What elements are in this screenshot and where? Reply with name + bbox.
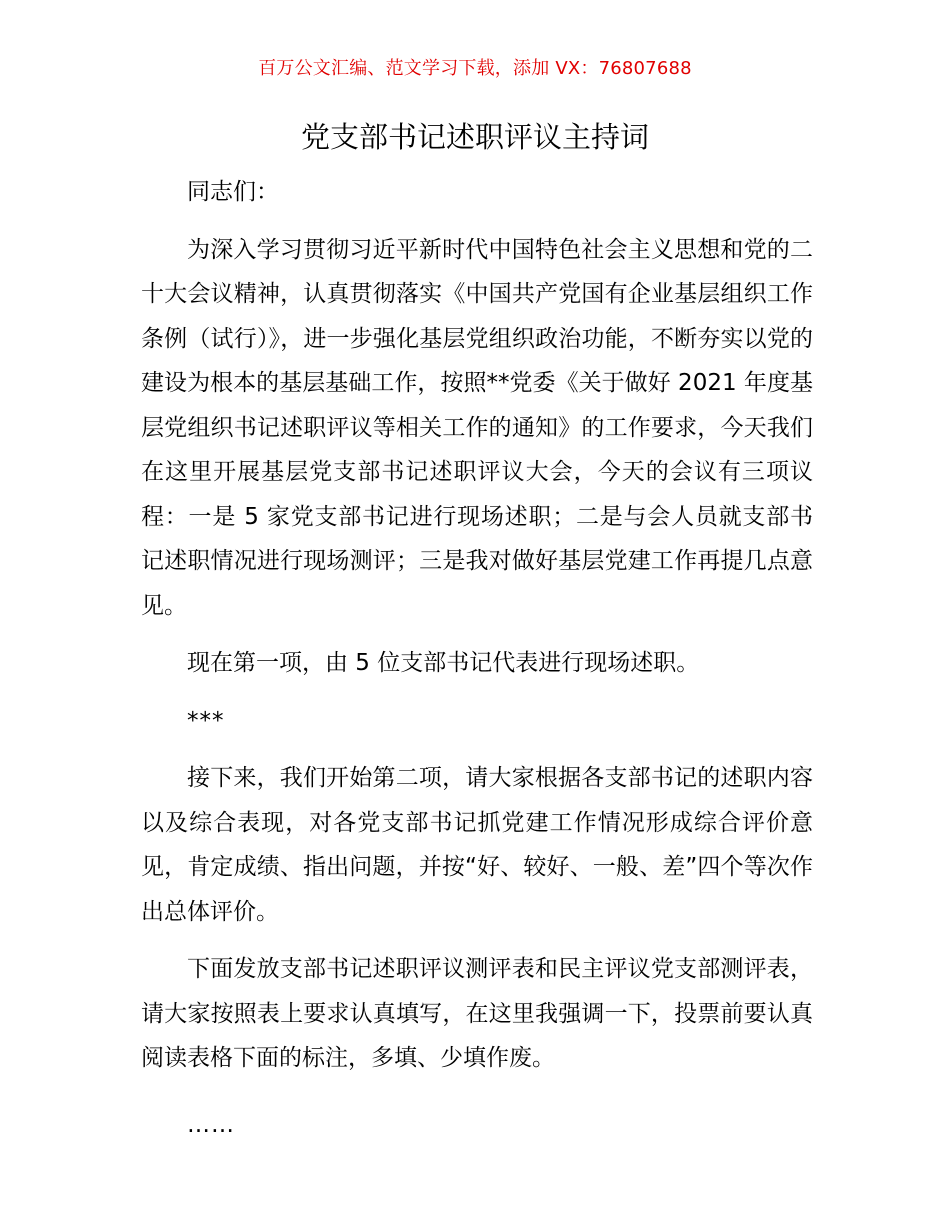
ellipsis: …… bbox=[187, 1111, 235, 1138]
section-separator: *** bbox=[187, 707, 225, 734]
salutation: 同志们： bbox=[187, 179, 279, 205]
paragraph-first-item: 现在第一项，由 5 位支部书记代表进行现场述职。 bbox=[187, 650, 700, 676]
document-title: 党支部书记述职评议主持词 bbox=[300, 120, 649, 154]
paragraph-intro: 为深入学习贯彻习近平新时代中国特色社会主义思想和党的二十大会议精神，认真贯彻落实《中国共产党国有企业基层组织工作条例（试行）》，进一步强化基层党组织政治功能，不断夯实以党的建设为根本的基层基础工作，按照**党委《关于做好 2021 年度基层党组织书记述职评议等相关工作的通知》的工作要求，今天我们在这里开展基层党支部书记述职评议大会，今天的会议有三项议程：一是 5 家党支部书记进行现场述职；二是与会人员就支部书记述职情况进行现场测评；三是我对做好基层党建工作再提几点意见。 bbox=[141, 236, 813, 619]
paragraph-ballot-instructions: 下面发放支部书记述职评议测评表和民主评议党支部测评表，请大家按照表上要求认真填写，在这里我强调一下，投票前要认真阅读表格下面的标注，多填、少填作废。 bbox=[141, 956, 813, 1071]
watermark-header: 百万公文汇编、范文学习下载，添加 VX：76807688 bbox=[258, 58, 692, 79]
paragraph-second-item: 接下来，我们开始第二项，请大家根据各支部书记的述职内容以及综合表现，对各党支部书记抓党建工作情况形成综合评价意见，肯定成绩、指出问题，并按“好、较好、一般、差”四个等次作出总体评价。 bbox=[141, 765, 813, 925]
document-body bbox=[141, 170, 813, 1160]
